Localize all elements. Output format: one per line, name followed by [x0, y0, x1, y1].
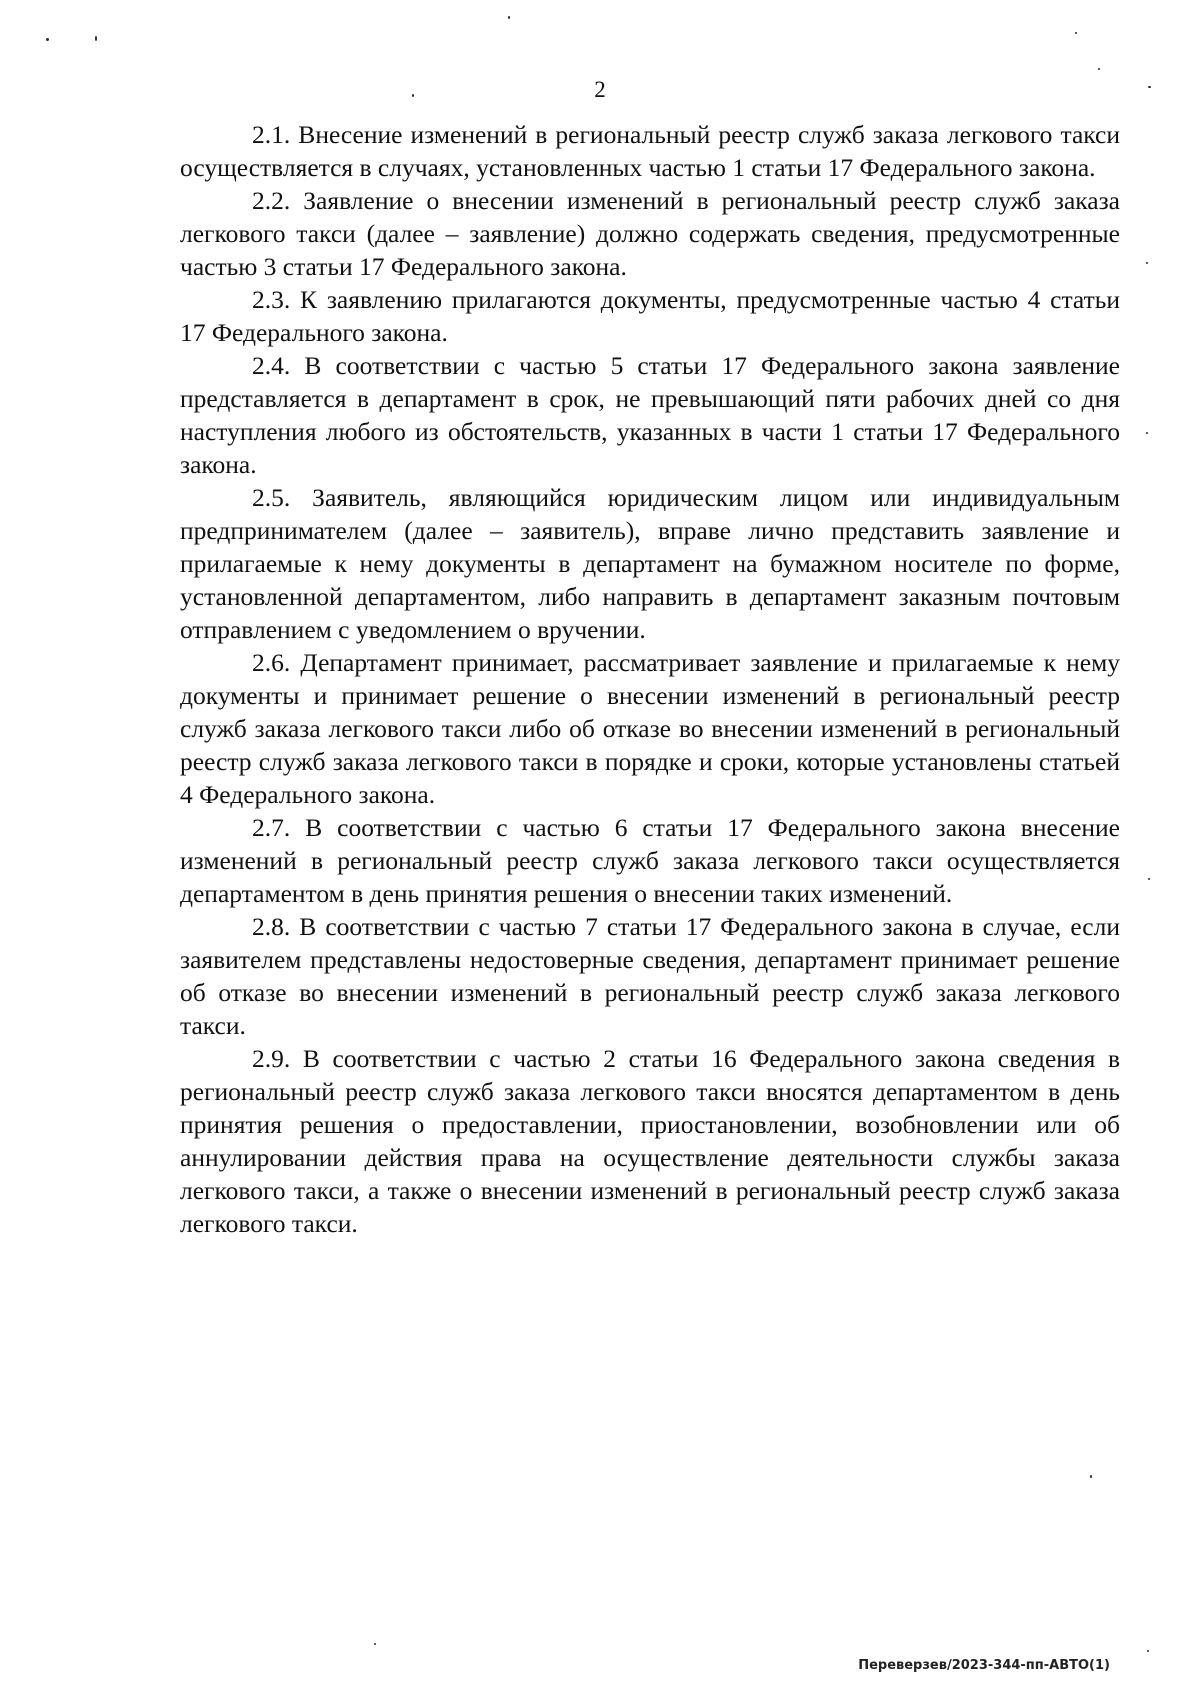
scan-speck	[46, 38, 49, 41]
scan-speck	[1146, 262, 1148, 264]
clause-2-1: 2.1. Внесение изменений в региональный реестр служб заказа легкового такси осуществляется в случаях, установленных частью 1 статьи 17 Федерального закона.	[180, 120, 1120, 182]
clause-2-2: 2.2. Заявление о внесении изменений в региональный реестр служб заказа легкового такси (далее – заявление) должно содержать сведения, предусмотренные частью 3 статьи 17 Федерального закона.	[180, 186, 1120, 281]
clause-2-3: 2.3. К заявлению прилагаются документы, предусмотренные частью 4 статьи 17 Федерального закона.	[180, 285, 1120, 347]
clause-2-9: 2.9. В соответствии с частью 2 статьи 16 Федерального закона сведения в региональный реестр служб заказа легкового такси вносятся департаментом в день принятия решения о предоставлении, приостановлении, возобновлении или об аннулировании действия права на осуществление деятельности службы заказа легкового такси, а также о внесении изменений в региональный реестр служб заказа легкового такси.	[180, 1044, 1120, 1238]
clause-2-8: 2.8. В соответствии с частью 7 статьи 17 Федерального закона в случае, если заявителем представлены недостоверные сведения, департамент принимает решение об отказе во внесении изменений в региональный реестр служб заказа легкового такси.	[180, 912, 1120, 1040]
scan-speck	[508, 16, 510, 19]
clause-2-6: 2.6. Департамент принимает, рассматривает заявление и прилагаемые к нему документы и принимает решение о внесении изменений в региональный реестр служб заказа легкового такси либо об отказе во внесении изменений в региональный реестр служб заказа легкового такси в порядке и сроки, которые установлены статьей 4 Федерального закона.	[180, 648, 1120, 809]
clause-2-5: 2.5. Заявитель, являющийся юридическим лицом или индивидуальным предпринимателем (далее – заявитель), вправе лично представить заявление и прилагаемые к нему документы в департамент на бумажном носителе по форме, установленной департаментом, либо направить в департамент заказным почтовым отправлением с уведомлением о вручении.	[180, 483, 1120, 644]
document-body	[180, 118, 1120, 1240]
scan-speck	[1147, 1650, 1149, 1652]
scan-speck	[374, 1643, 376, 1645]
page-number: 2	[594, 77, 606, 102]
scan-speck	[95, 36, 97, 41]
clause-2-4: 2.4. В соответствии с частью 5 статьи 17 Федерального закона заявление представляется в департамент в срок, не превышающий пяти рабочих дней со дня наступления любого из обстоятельств, указанных в части 1 статьи 17 Федерального закона.	[180, 351, 1120, 479]
scan-speck	[1090, 1475, 1092, 1478]
document-reference-code: Переверзев/2023-344-пп-АВТО(1)	[858, 1658, 1110, 1673]
scan-speck	[1148, 878, 1150, 880]
scan-speck	[1075, 32, 1077, 34]
scan-speck	[1146, 432, 1148, 434]
clause-2-7: 2.7. В соответствии с частью 6 статьи 17 Федерального закона внесение изменений в региональный реестр служб заказа легкового такси осуществляется департаментом в день принятия решения о внесении таких изменений.	[180, 813, 1120, 908]
scan-speck	[1098, 68, 1100, 70]
